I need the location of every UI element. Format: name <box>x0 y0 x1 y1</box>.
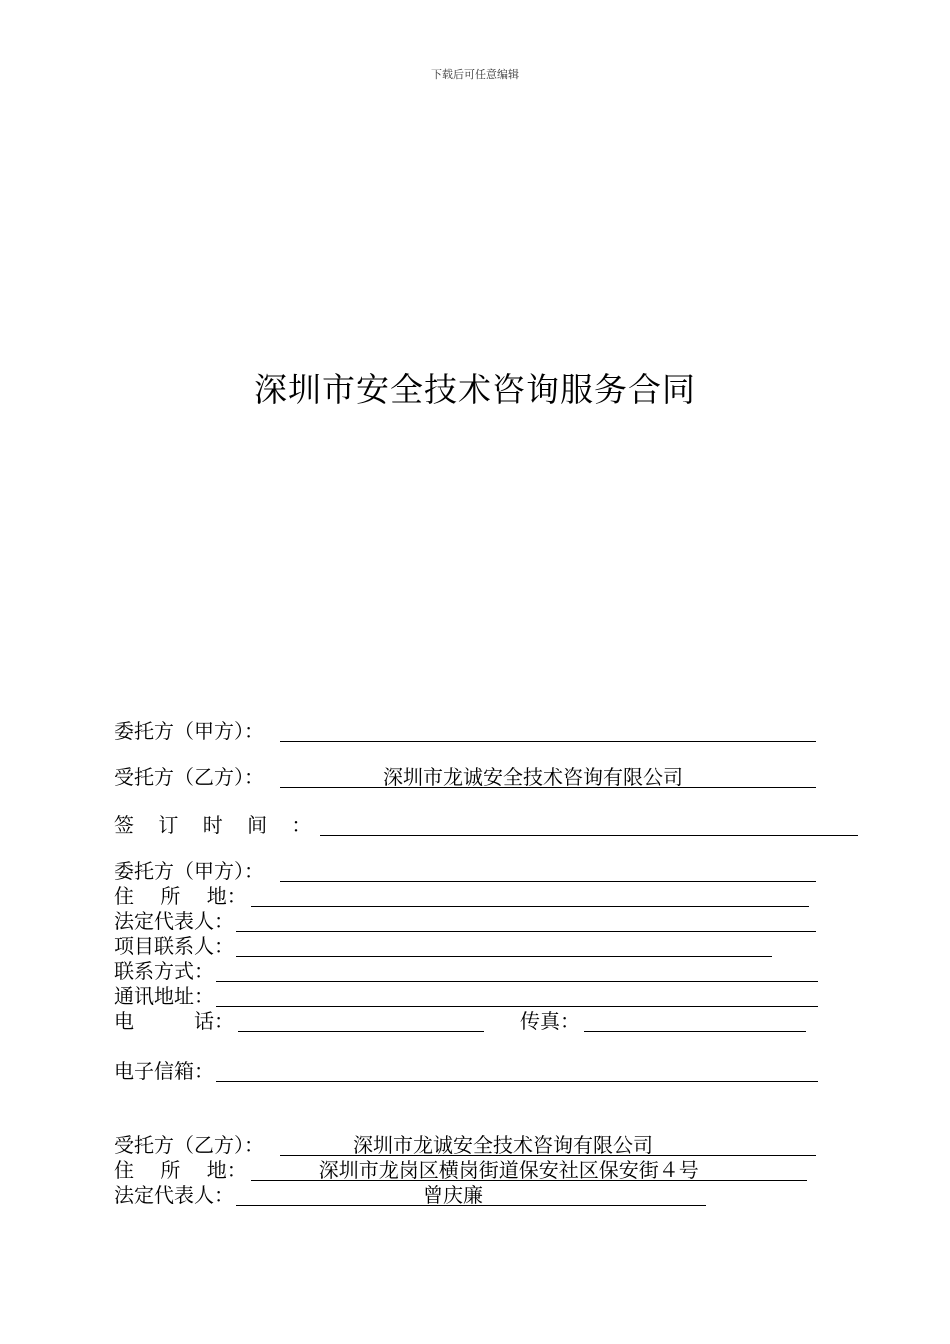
party-a-contact-method-field[interactable] <box>216 959 818 982</box>
cover-client-label: 委托方（甲方）： <box>114 719 264 743</box>
party-a-address-field[interactable] <box>251 884 809 907</box>
cover-contractor-row <box>114 762 816 788</box>
cover-client-row <box>114 716 816 742</box>
party-b-name-value: 深圳市龙诚安全技术咨询有限公司 <box>353 1133 653 1157</box>
party-a-project-contact-field[interactable] <box>236 934 772 957</box>
party-a-mail-address-row <box>114 981 818 1007</box>
party-a-mail-address-field[interactable] <box>216 984 818 1007</box>
party-a-legal-rep-row <box>114 906 816 932</box>
party-a-address-row <box>114 881 809 907</box>
cover-contractor-field[interactable] <box>280 765 816 788</box>
party-a-address-label: 住 所 地： <box>114 884 247 908</box>
party-b-name-field[interactable] <box>280 1133 816 1156</box>
party-a-project-contact-label: 项目联系人： <box>114 934 234 958</box>
party-a-phone-label: 电 话： <box>114 1009 234 1033</box>
cover-client-field[interactable] <box>280 719 816 742</box>
party-b-legal-rep-field[interactable] <box>236 1183 706 1206</box>
party-b-address-label: 住 所 地： <box>114 1158 247 1182</box>
cover-sign-time-field[interactable] <box>320 813 858 836</box>
header-note: 下载后可任意编辑 <box>431 68 519 81</box>
party-a-phone-field[interactable] <box>238 1009 484 1032</box>
party-b-name-label: 受托方（乙方）： <box>114 1133 264 1157</box>
party-b-address-value: 深圳市龙岗区横岗街道保安社区保安街４号 <box>318 1158 699 1182</box>
cover-contractor-value: 深圳市龙诚安全技术咨询有限公司 <box>383 765 683 789</box>
party-b-address-field[interactable] <box>251 1158 807 1181</box>
cover-contractor-label: 受托方（乙方）： <box>114 765 264 789</box>
party-a-contact-method-label: 联系方式： <box>114 959 214 983</box>
party-a-contact-method-row <box>114 956 818 982</box>
party-b-legal-rep-label: 法定代表人： <box>114 1183 234 1207</box>
party-a-project-contact-row <box>114 931 772 957</box>
party-a-email-label: 电子信箱： <box>114 1059 214 1083</box>
party-b-address-row <box>114 1155 807 1181</box>
party-a-phone-fax-row <box>114 1006 806 1032</box>
party-a-name-label: 委托方（甲方）： <box>114 859 264 883</box>
party-a-mail-address-label: 通讯地址： <box>114 984 214 1008</box>
party-a-email-row <box>114 1056 818 1082</box>
document-title: 深圳市安全技术咨询服务合同 <box>254 370 696 409</box>
party-a-legal-rep-field[interactable] <box>236 909 816 932</box>
party-b-legal-rep-value: 曾庆廉 <box>423 1183 483 1207</box>
cover-sign-time-label: 签 订 时 间 ： <box>114 813 321 837</box>
party-a-name-row <box>114 856 816 882</box>
party-a-fax-label: 传真： <box>520 1009 580 1033</box>
cover-sign-time-row <box>114 810 858 836</box>
party-a-fax-field[interactable] <box>584 1009 806 1032</box>
party-a-email-field[interactable] <box>216 1059 818 1082</box>
party-a-name-field[interactable] <box>280 859 816 882</box>
party-a-legal-rep-label: 法定代表人： <box>114 909 234 933</box>
party-b-name-row <box>114 1130 816 1156</box>
party-b-legal-rep-row <box>114 1180 706 1206</box>
